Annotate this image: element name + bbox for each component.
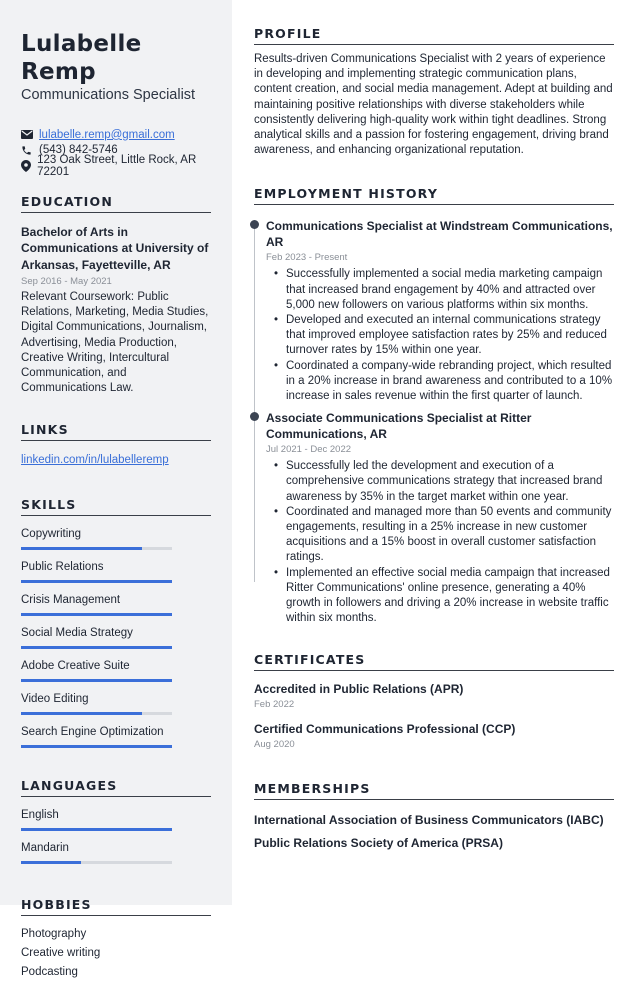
languages-heading: LANGUAGES	[21, 778, 211, 797]
skill-name: Copywriting	[21, 528, 82, 541]
skill-item	[21, 692, 211, 715]
job-bullets	[266, 459, 614, 626]
job-title: Communications Specialist at Windstream Communications, AR	[266, 219, 613, 250]
language-level-fill	[21, 861, 81, 864]
timeline-line	[254, 226, 255, 582]
candidate-title: Communications Specialist	[21, 87, 196, 103]
candidate-name: Lulabelle Remp	[21, 31, 142, 85]
skill-name: Search Engine Optimization	[21, 726, 164, 739]
address-text: 123 Oak Street, Little Rock, AR 72201	[37, 153, 197, 178]
certificate-date: Aug 2020	[254, 739, 295, 751]
skill-level-bar	[21, 613, 172, 616]
contact-address	[21, 153, 211, 178]
job-bullet: • Coordinated and managed more than 50 events and community engagements, resulting in a 25% increase in new customer acquisitions and a 15% boost in overall customer satisfaction ratings.	[286, 505, 614, 566]
skill-level-fill	[21, 712, 142, 715]
skill-level-bar	[21, 547, 172, 550]
language-level-fill	[21, 828, 172, 831]
certificate-name: Accredited in Public Relations (APR)	[254, 682, 464, 697]
hobby-item: Podcasting	[21, 966, 78, 979]
map-pin-icon	[21, 160, 37, 172]
skill-level-bar	[21, 580, 172, 583]
skill-item	[21, 527, 211, 550]
job-bullet: • Implemented an effective social media campaign that increased Ritter Communications' online presence, generating a 40% growth in followers and driving a 20% increase in website traffic within six months.	[286, 566, 614, 627]
memberships-list	[254, 812, 614, 851]
hobby-item: Creative writing	[21, 947, 101, 960]
skill-level-fill	[21, 745, 172, 748]
skills-heading: SKILLS	[21, 497, 211, 516]
skill-level-fill	[21, 646, 172, 649]
linkedin-link[interactable]: linkedin.com/in/lulabelleremp	[21, 454, 169, 467]
memberships-heading: MEMBERSHIPS	[254, 781, 614, 800]
membership-item: Public Relations Society of America (PRSA)	[254, 836, 503, 851]
timeline-dot	[250, 412, 259, 421]
language-name: Mandarin	[21, 842, 69, 855]
job-bullet: • Successfully led the development and execution of a comprehensive communications strategy that increased brand awareness by 35% in the target market within one year.	[286, 459, 614, 505]
certificate-item	[254, 721, 614, 751]
skill-item	[21, 725, 211, 748]
language-item	[21, 841, 211, 864]
employment-heading: EMPLOYMENT HISTORY	[254, 186, 614, 205]
job-bullet: • Successfully implemented a social media marketing campaign that increased brand engagement by 40% and attracted over 5,000 new followers on various platforms within six months.	[286, 267, 614, 313]
links-heading: LINKS	[21, 422, 211, 441]
languages-list	[21, 808, 211, 864]
skill-level-bar	[21, 745, 172, 748]
skill-level-bar	[21, 646, 172, 649]
skill-name: Social Media Strategy	[21, 627, 133, 640]
certificate-item	[254, 681, 614, 711]
job-entry	[266, 410, 614, 626]
profile-summary: Results-driven Communications Specialist with 2 years of experience in developing and implementing strategic communication plans, content creation, and social media management. Adept at building and maintaining positive relationships with diverse stakeholders while consistently delivering high-quality work within tight deadlines. Strong analytical skills and a passion for fostering engagement, driving brand awareness, and enhancing organizational reputation.	[254, 53, 613, 157]
skill-level-fill	[21, 580, 172, 583]
certificate-date: Feb 2022	[254, 699, 295, 711]
education-description: Relevant Coursework: Public Relations, Marketing, Media Studies, Digital Communications, Journalism, Advertising, Media Production, Creative Writing, Intercultural Communication, and Communications Law.	[21, 291, 209, 395]
sidebar	[0, 0, 232, 979]
membership-item: International Association of Business Communicators (IABC)	[254, 813, 604, 828]
job-title: Associate Communications Specialist at Ritter Communications, AR	[266, 411, 532, 442]
job-dates: Jul 2021 - Dec 2022	[266, 444, 352, 456]
email-link[interactable]: lulabelle.remp@gmail.com	[39, 128, 175, 141]
job-bullet: • Coordinated a company-wide rebranding project, which resulted in a 20% increase in brand awareness and contributed to a 10% increase in sales revenue within the first quarter of launch.	[286, 359, 614, 405]
certificates-heading: CERTIFICATES	[254, 652, 614, 671]
timeline-dot	[250, 220, 259, 229]
hobbies-heading: HOBBIES	[21, 897, 211, 916]
language-item	[21, 808, 211, 831]
language-level-bar	[21, 861, 172, 864]
skill-level-bar	[21, 679, 172, 682]
job-bullet: • Developed and executed an internal communications strategy that improved employee satisfaction rates by 25% and reduced turnover rates by 15% within one year.	[286, 313, 614, 359]
employment-list	[254, 218, 614, 626]
skill-name: Adobe Creative Suite	[21, 660, 130, 673]
skill-name: Crisis Management	[21, 594, 121, 607]
hobbies-list	[21, 925, 211, 982]
education-degree: Bachelor of Arts in Communications at University of Arkansas, Fayetteville, AR	[21, 224, 209, 272]
job-bullets	[266, 267, 614, 404]
main-content	[254, 0, 614, 905]
contact-email	[21, 127, 211, 143]
skill-level-fill	[21, 679, 172, 682]
skill-level-fill	[21, 547, 142, 550]
certificate-name: Certified Communications Professional (CCP)	[254, 722, 516, 737]
hobby-item: Photography	[21, 928, 87, 941]
skill-name: Public Relations	[21, 561, 104, 574]
skill-item	[21, 593, 211, 616]
skills-list	[21, 527, 211, 748]
language-name: English	[21, 809, 59, 822]
education-dates: Sep 2016 - May 2021	[21, 276, 112, 287]
contact-info	[21, 127, 211, 178]
skill-item	[21, 659, 211, 682]
skill-item	[21, 560, 211, 583]
education-heading: EDUCATION	[21, 194, 211, 213]
skill-item	[21, 626, 211, 649]
job-dates: Feb 2023 - Present	[266, 252, 348, 264]
job-entry	[266, 218, 614, 404]
skill-level-bar	[21, 712, 172, 715]
envelope-icon	[21, 130, 39, 139]
language-level-bar	[21, 828, 172, 831]
skill-name: Video Editing	[21, 693, 89, 706]
skill-level-fill	[21, 613, 172, 616]
profile-heading: PROFILE	[254, 26, 614, 45]
phone-number: (543) 842-5746	[39, 144, 118, 157]
